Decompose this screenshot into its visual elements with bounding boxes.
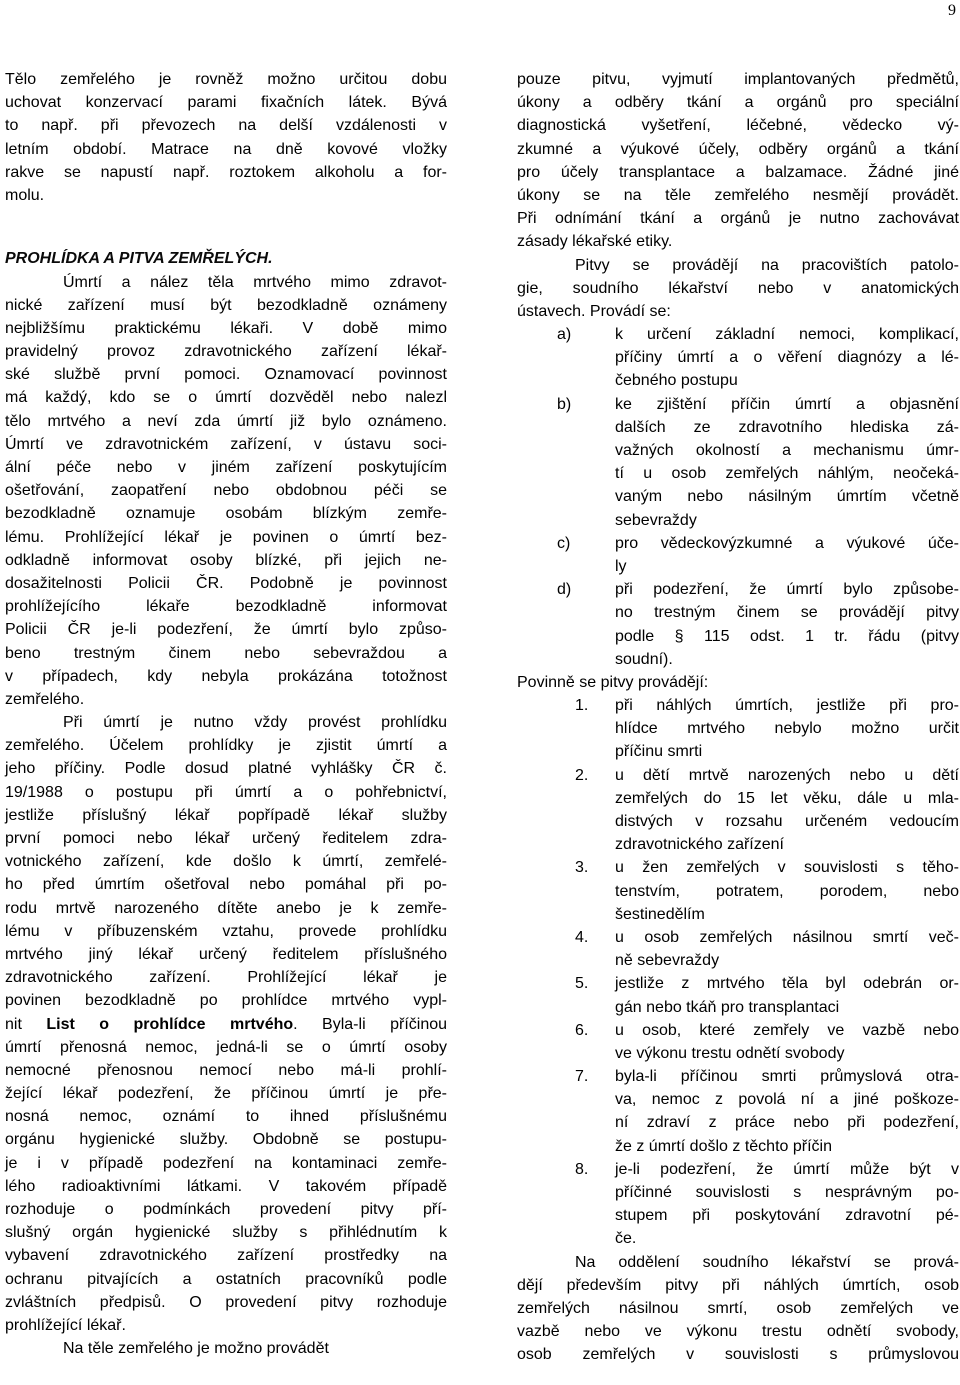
list-marker: b) [557,395,572,413]
list-item-line: příčinu smrti [615,743,703,761]
text-line: zásady lékařské etiky. [517,233,673,251]
list-marker: 4. [575,928,589,946]
mandatory-autopsy-heading: Povinně se pitvy provádějí: [517,673,709,691]
text-line: ochranu pitvajících a ostatních pracovníků podle [5,1270,447,1288]
right-column [517,68,959,1367]
paragraph-examination-form-line: nit List o prohlídce mrtvého. Byla-li příčinou [5,1015,448,1033]
paragraph-autopsy-places [517,254,959,324]
text-line: dosažitelnosti Policii ČR. Podobně je povinnost [5,574,447,592]
list-item [517,1158,959,1251]
text-line: zemřelého. Účelem prohlídky je zjistit úmrtí a [5,737,447,755]
list-item-line: ly [615,557,627,575]
text-line: ální péče nebo v jiném zařízení poskytujícím [5,459,447,476]
text-line: nické zařízení musí být bezodkladně oznámeny [5,296,447,314]
text-line: pro účely transplantace a balzamace. Žádné jiné [517,163,959,181]
text-line: ho před úmrtím ošetřoval nebo pomáhal při po- [5,876,447,894]
text-line: Pitvy se provádějí na pracovištích patolo- [575,256,959,274]
text-line: žející lékař podezření, že příčinou úmrtí je pře- [5,1085,447,1103]
text-line: úmrtí přenosná nemoc, jedná-li se o úmrtí osoby [5,1038,447,1056]
list-item-line: k určení základní nemoci, komplikací, [615,326,959,344]
list-item-line: zemřelých do 15 let věku, dále u mla- [615,789,959,807]
list-item [517,764,959,857]
text-line: rozhoduje o podmínkách provedení pitvy pří- [5,1201,447,1218]
list-item-line: zdravotnického zařízení [615,836,784,854]
list-item-line: při podezření, že úmrtí bylo způsobe- [615,581,959,599]
text-line: to např. při převozech na delší vzdálenosti v [5,117,447,135]
list-item-line: ve výkonu trestu odnětí svobody [615,1044,845,1062]
list-item-line: ke zjištění příčin úmrtí a objasnění [615,395,959,413]
list-item-line: byla-li příčinou smrti průmyslová otra- [615,1068,959,1086]
list-item-line: že z úmrtí došlo z těchto příčin [615,1137,832,1155]
list-marker: 6. [575,1021,589,1039]
text-line: zdravotnického zařízení. Prohlížející lékař je [5,969,447,987]
list-item-line: u žen zemřelých v souvislosti s těho- [615,859,959,877]
text-line: beno trestným činem nebo sebevraždou a [5,644,447,662]
list-item-line: če. [615,1230,637,1248]
text-line: zemřelých násilnou smrtí, osob zemřelých ve [517,1299,959,1317]
list-item [517,1065,959,1158]
text-line: jestliže příslušný lékař popřípadě lékař služby [5,806,447,824]
text-line: nemocné přenosnou nemocí nebo má-li prohlí- [5,1061,447,1079]
list-item [517,393,959,532]
list-item-line: važných okolností a mechanismu úmr- [615,442,959,459]
list-item-line: u osob, které zemřely ve vazbě nebo [615,1021,959,1039]
text-line: bezodkladně oznamuje osobám blízkým zemře- [5,505,447,523]
list-item-line: při náhlých úmrtích, jestliže při pro- [615,697,959,715]
paragraph-forensic-department [517,1251,959,1367]
text-line: mrtvého jiný lékař určený ředitelem příslušného [5,945,447,963]
text-line: diagnostická vyšetření, léčebné, vědecko vý- [517,117,959,135]
left-column [5,68,447,1360]
text-line: nosná nemoc, oznámí to ihned příslušnému [5,1108,447,1126]
text-line: v případech, kdy nebyla prokázána totožnost [5,667,447,685]
list-marker: a) [557,326,572,344]
text-line: Při úmrtí je nutno vždy provést prohlídku [63,714,447,732]
text-line: prohlížející lékař. [5,1316,126,1334]
text-line: nejbližšímu praktickému lékaři. V době mimo [5,319,447,337]
text-line: zvláštních předpisů. O provedení pitvy rozhoduje [5,1293,447,1311]
list-marker: 5. [575,975,589,993]
list-item-line: tí u osob zemřelých náhlým, neočeká- [615,465,959,483]
list-item-line: no trestným činem se provádějí pitvy [615,604,959,622]
list-item [517,578,959,671]
list-marker: c) [557,534,571,552]
page-number: 9 [948,2,956,19]
text-line: první pomoci nebo lékař určený ředitelem zdra- [5,830,447,847]
list-item-line: u dětí mrtvě narozených nebo u dětí [615,766,959,784]
list-marker: 8. [575,1160,589,1178]
list-item-line: gán nebo tkáň pro transplantaci [615,998,840,1016]
text-line: 19/1988 o postupu při úmrtí a o pohřebnictví, [5,783,447,801]
text-line: povinen bezodkladně po prohlídce mrtvého vypl- [5,992,447,1010]
text-line: dějí především pitvy při náhlých úmrtích, osob [517,1276,959,1294]
text-line: prohlížejícího lékaře bezodkladně informovat [5,598,447,616]
text-line: Úmrtí ve zdravotnickém zařízení, v ústavu soci- [5,435,447,453]
death-examination-form-name: List o prohlídce mrtvého [46,1015,294,1033]
section-heading: PROHLÍDKA A PITVA ZEMŘELÝCH. [5,250,273,268]
list-marker: 1. [575,697,589,715]
paragraph-infectious-disease [5,1036,447,1337]
text-line: ošetřování, zaopatření nebo obdobnou péči se [5,482,447,500]
text-line: Tělo zemřelého je rovněž možno určitou dobu [5,71,447,88]
text-line: je i v případě podezření na kontaminaci zemře- [5,1154,447,1172]
text-line: Při odnímání tkání a orgánů je nutno zachovávat [517,210,959,228]
lettered-list [517,323,959,671]
text-line: lého radioaktivními látkami. V takovém případě [5,1177,447,1195]
text-line: ústavech. Provádí se: [517,302,671,320]
list-item [517,694,959,764]
list-item [517,532,959,578]
list-item-line: ní zdraví z práce nebo při podezření, [615,1114,959,1132]
text-line: gie, soudního lékařství nebo v anatomických [517,279,959,297]
text-line: letním období. Matrace na dně kovové vložky [5,140,447,158]
text-line: odkladně informovat osoby blízké, při jejich ne- [5,551,447,569]
text-line: molu. [5,186,45,204]
list-item-line: pro vědeckovýzkumné a výukové úče- [615,534,959,552]
list-item-line: je-li podezření, že úmrtí může být v [615,1160,959,1178]
text-line: jeho příčiny. Podle dosud platné vyhlášky ČR č. [5,760,447,778]
text-line: rakve se napustí např. roztokem alkoholu a for- [5,163,447,181]
list-item-line: příčinné souvislosti s nesprávným po- [615,1184,959,1201]
text-line: má každý, kdo se o úmrtí dozvěděl nebo nalezl [5,389,447,407]
text-line: pouze pitvu, vyjmutí implantovaných předmětů, [517,71,959,88]
list-item-line: čebného postupu [615,372,738,390]
list-item-line: tenstvím, potratem, porodem, nebo [615,882,959,900]
list-item-line: ně sebevraždy [615,952,720,970]
list-item [517,926,959,972]
paragraph-examination [5,711,447,1012]
paragraph-reporting-death [5,271,447,712]
text-line: pravidelný provoz zdravotnického zařízení lékař- [5,343,447,361]
list-item [517,856,959,926]
list-item [517,1019,959,1065]
list-item-line: sebevraždy [615,511,697,529]
list-item-line: hlídce mrtvého nebylo možno určit [615,720,959,738]
list-item-line: vaným nebo násilným úmrtím včetně [615,488,959,506]
text-line: Policii ČR je-li podezření, že úmrtí bylo způso- [5,621,447,639]
text-line: vybavení zdravotnického zařízení prostředky na [5,1247,447,1265]
text-line: osob zemřelých v souvislosti s průmyslovou [517,1346,959,1364]
paragraph-preservation [5,68,447,207]
list-marker: 3. [575,859,589,877]
text-line: votnického zařízení, kde došlo k úmrtí, zemřelé- [5,853,447,871]
text-line: rodu mrtvě narozeného dítěte anebo je k zemře- [5,899,447,917]
text-line: orgánu hygienické služby. Obdobně se postupu- [5,1131,447,1149]
text-line: Na oddělení soudního lékařství se prová- [575,1253,959,1271]
list-item-line: soudní). [615,650,673,668]
numbered-list [517,694,959,1251]
list-marker: d) [557,581,572,599]
paragraph-permitted-procedures [517,68,959,254]
text-line: lému. Prohlížející lékař je povinen o úmrtí bez- [5,528,447,546]
text-line: vazbě nebo ve výkonu trestu odnětí svobody, [517,1323,959,1341]
list-item-line: distvých v rozsahu určeném vedoucím [615,813,959,830]
list-item-line: dalších ze zdravotního hlediska zá- [615,418,959,436]
list-marker: 7. [575,1068,589,1086]
list-item-line: příčiny úmrtí a o věření diagnózy a lé- [615,349,959,367]
list-item-line: šestinedělím [615,905,705,923]
text-line: úkony a odběry tkání a orgánů pro speciální [517,94,959,112]
text-line: zemřelého. [5,690,85,708]
list-item-line: jestliže z mrtvého těla byl odebrán or- [615,975,959,993]
text-line: uchovat konzervací parami fixačních látek. Bývá [5,94,447,112]
text-line: tělo mrtvého a neví zda úmrtí již bylo oznámeno. [5,412,447,430]
text-line: ské službě první pomoci. Oznamovací povinnost [5,366,447,384]
list-item-line: va, nemoc z povolá ní a jiné poškoze- [615,1091,959,1109]
list-item [517,323,959,393]
text-line: lému v příbuzenském vztahu, provede prohlídku [5,922,447,940]
text-line: úkony se na těle zemřelého nesmějí provádět. [517,186,959,204]
list-item-line: podle § 115 odst. 1 tr. řádu (pitvy [615,627,959,645]
list-marker: 2. [575,766,589,784]
text-line: slušný orgán hygienické služby s přihlédnutím k [5,1224,447,1242]
paragraph-autopsy-start: Na těle zemřelého je možno provádět [63,1340,329,1358]
list-item-line: stupem při poskytování zdravotní pé- [615,1207,959,1225]
list-item-line: u osob zemřelých násilnou smrtí več- [615,928,959,946]
text-line: Úmrtí a nález těla mrtvého mimo zdravot- [63,273,447,291]
text-line: zkumné a výukové účely, odběry orgánů a tkání [517,140,959,158]
list-item [517,972,959,1018]
